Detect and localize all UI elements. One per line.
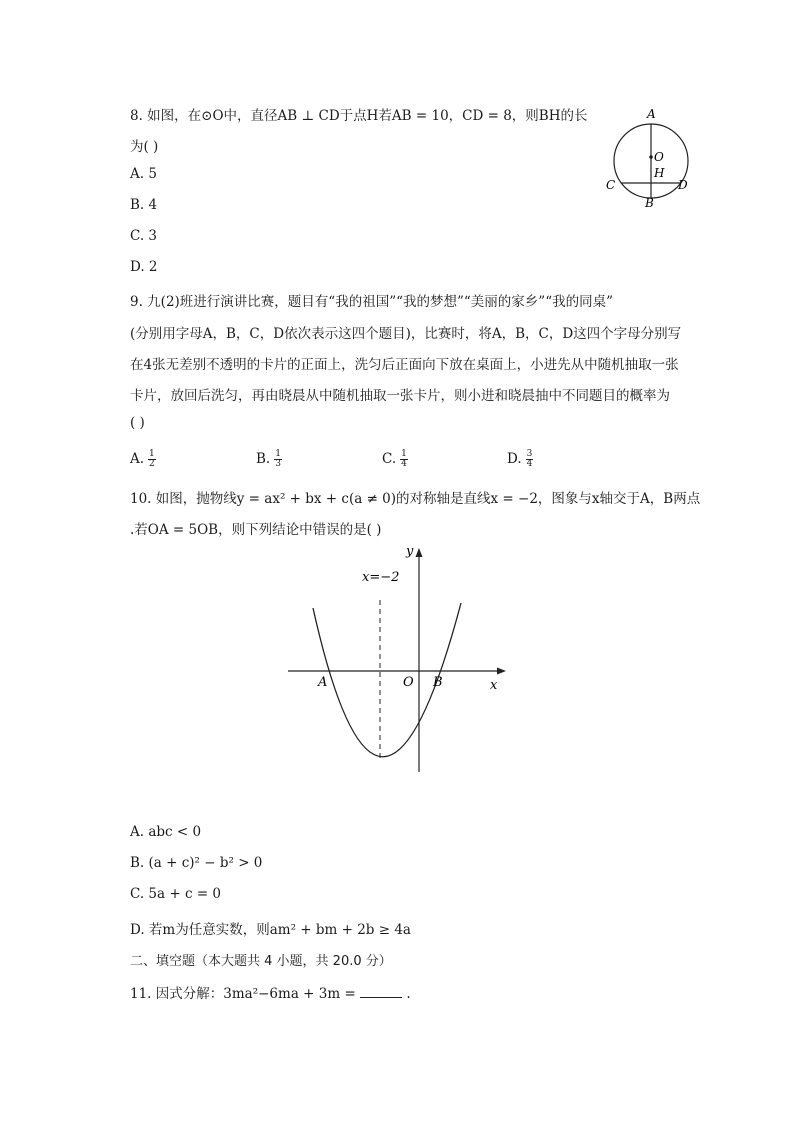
label-b: B <box>645 196 654 210</box>
origin-label: O <box>403 675 414 690</box>
q8-option-d: D. 2 <box>130 259 158 275</box>
center-o-dot <box>649 155 653 159</box>
q8-line2: 为( ) <box>130 139 159 155</box>
q11-answer-blank[interactable] <box>360 985 402 998</box>
q8-option-c: C. 3 <box>130 228 158 244</box>
x-axis-label: x <box>490 678 498 693</box>
q10-option-c: C. 5a + c = 0 <box>130 886 222 902</box>
q11-suffix: . <box>402 986 411 1002</box>
y-axis-arrow <box>416 548 423 557</box>
q10-option-b: B. (a + c)² − b² > 0 <box>130 855 263 871</box>
q8-option-a: A. 5 <box>130 166 157 182</box>
q10-line2: .若OA = 5OB，则下列结论中错误的是( ) <box>130 522 382 538</box>
label-d: D <box>678 178 688 192</box>
label-c: C <box>606 178 616 192</box>
q9-line5: ( ) <box>130 415 145 431</box>
q9-line3: 在4张无差别不透明的卡片的正面上，洗匀后正面向下放在桌面上，小进先从中随机抽取一张 <box>130 357 679 373</box>
q9-option-d: D. $\frac{3}{4}$ <box>507 449 533 469</box>
q10-option-a: A. abc < 0 <box>130 824 202 840</box>
q9-line2: (分别用字母A，B，C，D依次表示这四个题目)，比赛时，将A，B，C，D这四个字母分别写 <box>130 326 682 342</box>
q9-option-a: A. $\frac{1}{2}$ <box>130 449 155 469</box>
label-a: A <box>647 107 656 121</box>
x-axis-arrow <box>497 668 506 675</box>
q11-line <box>130 982 411 1002</box>
q8-circle-figure <box>598 105 703 215</box>
label-o: O <box>654 150 664 164</box>
symmetry-label: x=−2 <box>362 570 400 585</box>
label-h: H <box>654 166 665 180</box>
section-2-title: 二、填空题（本大题共 4 小题，共 20.0 分） <box>130 954 392 969</box>
point-a-label: A <box>318 675 328 690</box>
q8-option-b: B. 4 <box>130 197 158 213</box>
q9-line4: 卡片，放回后洗匀，再由晓晨从中随机抽取一张卡片，则小进和晓晨抽中不同题目的概率为 <box>130 388 670 404</box>
q9-option-b: B. $\frac{1}{3}$ <box>256 449 281 469</box>
q9-option-c: C. $\frac{1}{4}$ <box>382 449 407 469</box>
point-b-label: B <box>433 675 443 690</box>
q10-parabola-graph <box>280 540 520 780</box>
q10-line1: 10. 如图，抛物线y = ax² + bx + c(a ≠ 0)的对称轴是直线x = −2，图象与x轴交于A，B两点 <box>130 491 701 507</box>
q8-line1: 8. 如图，在⊙O中，直径AB ⊥ CD于点H若AB = 10，CD = 8，则BH的长 <box>130 108 588 124</box>
q11-prefix: 11. 因式分解：3ma²−6ma + 3m = <box>130 986 361 1002</box>
y-axis-label: y <box>406 544 414 559</box>
q9-line1: 9. 九(2)班进行演讲比赛，题目有“我的祖国”“我的梦想”“美丽的家乡”“我的同桌” <box>130 294 614 310</box>
q10-option-d: D. 若m为任意实数，则am² + bm + 2b ≥ 4a <box>130 922 411 938</box>
